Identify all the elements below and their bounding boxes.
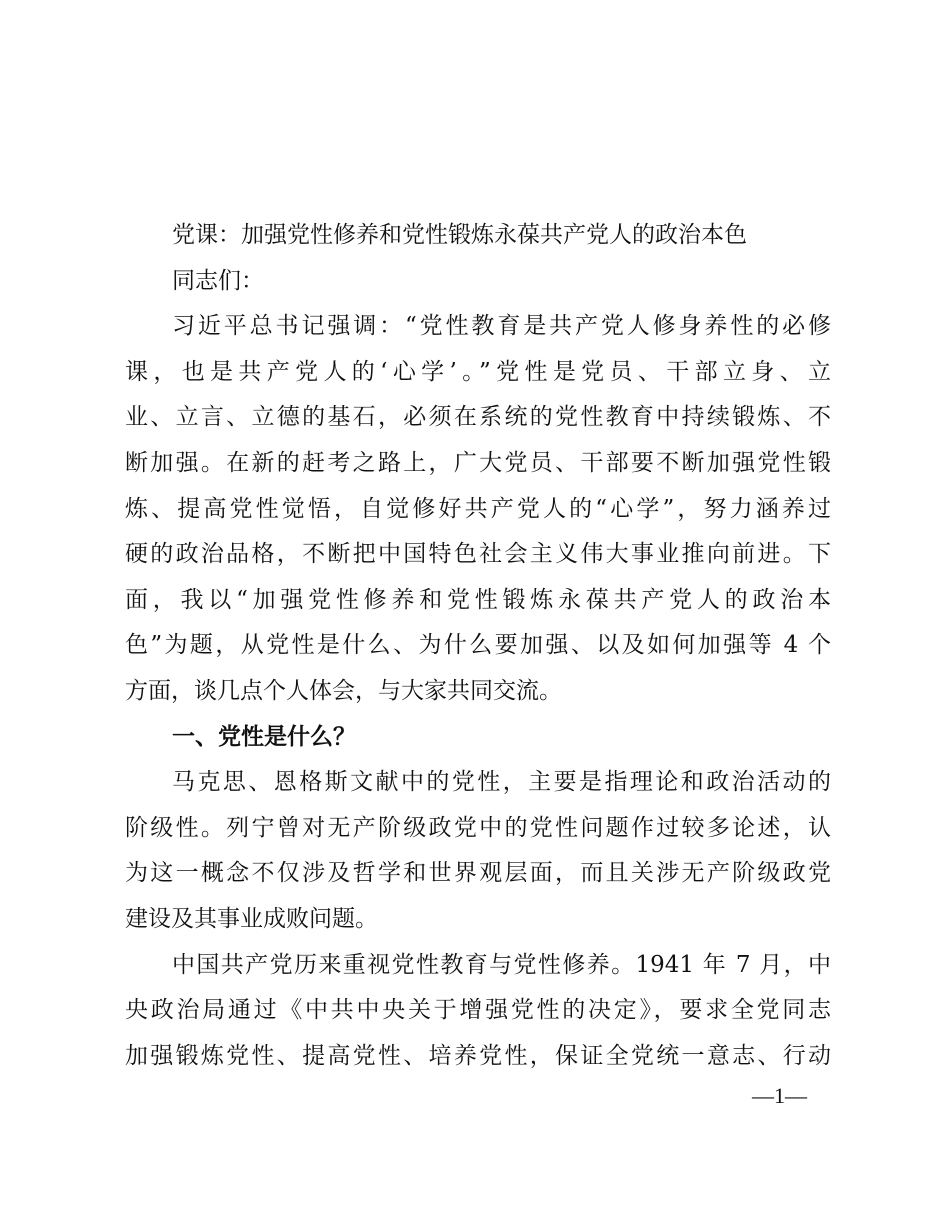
paragraph-line: 课，也是共产党人的‘心学’。”党性是党员、干部立身、立 [125, 358, 831, 385]
paragraph-line: 方面，谈几点个人体会，与大家共同交流。 [125, 677, 562, 704]
section-heading: 一、党性是什么？ [172, 723, 356, 750]
paragraph-line: 加强锻炼党性、提高党性、培养党性，保证全党统一意志、行动 [125, 1042, 831, 1069]
salutation: 同志们： [172, 267, 264, 294]
paragraph-line: 面，我以“加强党性修养和党性锻炼永葆共产党人的政治本 [125, 586, 831, 613]
document-title: 党课：加强党性修养和党性锻炼永葆共产党人的政治本色 [172, 222, 747, 248]
paragraph-line: 阶级性。列宁曾对无产阶级政党中的党性问题作过较多论述，认 [125, 814, 831, 841]
page-number: —1— [752, 1083, 807, 1108]
paragraph-line: 为这一概念不仅涉及哲学和世界观层面，而且关涉无产阶级政党 [125, 860, 831, 887]
paragraph-line: 习近平总书记强调：“党性教育是共产党人修身养性的必修 [172, 313, 831, 340]
paragraph-2 [125, 760, 831, 942]
paragraph-line: 马克思、恩格斯文献中的党性，主要是指理论和政治活动的 [172, 769, 831, 796]
paragraph-line: 色”为题，从党性是什么、为什么要加强、以及如何加强等 4 个 [125, 632, 831, 659]
paragraph-line: 炼、提高党性觉悟，自觉修好共产党人的“心学”，努力涵养过 [125, 495, 831, 522]
paragraph-line: 硬的政治品格，不断把中国特色社会主义伟大事业推向前进。下 [125, 541, 831, 568]
paragraph-line: 业、立言、立德的基石，必须在系统的党性教育中持续锻炼、不 [125, 404, 831, 431]
paragraph-line: 央政治局通过《中共中央关于增强党性的决定》，要求全党同志 [125, 997, 831, 1024]
document-body [125, 213, 831, 1079]
paragraph-line: 中国共产党历来重视党性教育与党性修养。1941 年 7 月，中 [172, 951, 831, 978]
paragraph-line: 建设及其事业成败问题。 [125, 905, 378, 932]
paragraph-3 [125, 943, 831, 1080]
paragraph-line: 断加强。在新的赶考之路上，广大党员、干部要不断加强党性锻 [125, 449, 831, 476]
paragraph-1 [125, 304, 831, 714]
